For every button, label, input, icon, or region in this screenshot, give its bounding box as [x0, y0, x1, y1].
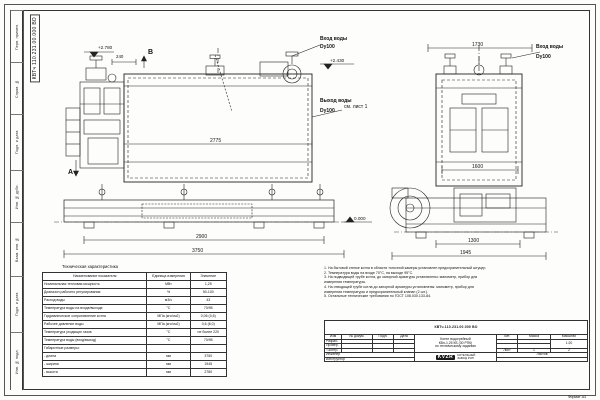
- spec-cell: 2780: [190, 369, 226, 377]
- spec-header-2: Значение: [190, 273, 226, 281]
- margin-cell-0: Перв. примен.: [11, 10, 23, 62]
- col-header-doc: № докум.: [342, 335, 373, 340]
- sheets-label: Листов: [497, 353, 588, 358]
- drawing-area: [24, 12, 588, 388]
- drawing-designation: КВТч.110.231.00.000 ВО: [325, 321, 588, 335]
- note-4b: измерения температуры и предохранительный клапан (2 шт.).: [324, 289, 428, 294]
- engineer-label: Инженер: [326, 352, 341, 357]
- spec-cell: 50-100: [190, 289, 226, 297]
- sheets-value: 2: [551, 348, 588, 353]
- spec-cell: °С: [147, 329, 190, 337]
- company-line-1: КОТЕЛЬНЫЙ: [457, 353, 476, 358]
- title-block-designation-row: [325, 321, 588, 335]
- spec-cell: %: [147, 289, 190, 297]
- elev-zero-label: 0.000: [354, 216, 366, 221]
- product-name-cell: [415, 335, 497, 353]
- spec-cell: МПа (кгс/см2): [147, 313, 190, 321]
- note-3: 3. На подводящей трубе котла, до запорной арматуры установлены: манометр, прибор для: [324, 275, 478, 280]
- spec-header-1: Единица измерения: [147, 273, 190, 281]
- margin-cell-5: Подп. и дата: [11, 276, 23, 332]
- product-name-line-2: КВн-1,25 КБ (30 РПК): [438, 340, 473, 345]
- spec-cell: 70/95: [190, 337, 226, 345]
- role-prover: Провер.: [325, 344, 342, 349]
- col-header-sign: Подп.: [373, 335, 394, 340]
- note-1: 1. На бытовой стенке котла в области топочной камеры установлен предохранительный штуцер.: [324, 266, 487, 270]
- lit-label: Лит.: [497, 335, 518, 340]
- spec-cell: [190, 345, 226, 353]
- constructor-label: конструктор: [326, 356, 345, 361]
- note-5: 5. Остальные технические требования по ГОСТ 108.030.133-84.: [324, 294, 432, 299]
- table-row: [43, 281, 227, 289]
- constructor-role-cell: [325, 357, 415, 362]
- spec-cell: °С: [147, 305, 190, 313]
- spec-cell: Номинальная тепловая мощность: [43, 281, 147, 289]
- spec-cell: - высота: [43, 369, 147, 377]
- scale-label: Масштаб: [551, 335, 588, 340]
- dim-right-b2-label: 1945: [460, 250, 472, 256]
- dim-total-label: 3750: [192, 248, 204, 254]
- table-row: [43, 337, 227, 345]
- spec-cell: °С: [147, 337, 190, 345]
- spec-cell: не более 220: [190, 329, 226, 337]
- callout-outlet-line1: Выход воды: [320, 98, 352, 104]
- elev-mid-label: +2.430: [330, 58, 345, 63]
- col-header-date: Дата: [394, 335, 415, 340]
- spec-cell: 0,06 (0,6): [190, 313, 226, 321]
- role-razrab: Разраб.: [325, 339, 342, 344]
- note-3b: измерения температуры.: [324, 280, 367, 285]
- company-badge: KVZR: [437, 353, 454, 360]
- table-row: [43, 313, 227, 321]
- note-4: 4. На отводящей трубе котла до запорной арматуры установлены: манометр, прибор для: [324, 284, 474, 289]
- spec-cell: Расход воды: [43, 297, 147, 305]
- dim-small-label: 240: [116, 54, 124, 59]
- sheet-label: Лист: [497, 348, 518, 353]
- role-tkontr: Т.контр.: [325, 348, 342, 353]
- callout-outlet-line2: Dy100: [320, 108, 335, 114]
- sheet-format-label: Формат A3: [567, 395, 586, 399]
- table-row: [43, 361, 227, 369]
- section-mark-b: В: [148, 49, 154, 56]
- table-row: [43, 353, 227, 361]
- spec-cell: Температура воды (вход/выход): [43, 337, 147, 345]
- technical-notes: [324, 266, 486, 299]
- mass-label: Масса: [518, 335, 551, 340]
- spec-cell: МПа (кгс/см2): [147, 321, 190, 329]
- spec-cell: 3750: [190, 353, 226, 361]
- scale-value: 1:20: [551, 339, 588, 348]
- spec-cell: Габаритные размеры:: [43, 345, 147, 353]
- spec-table-title: Техническая характеристика: [62, 264, 118, 269]
- see-sheet-note: см. лист 1: [344, 104, 368, 110]
- spec-cell: Температура воды на входе/выходе: [43, 305, 147, 313]
- sheet-designation-vertical: КВТч 110.231.00.000 ВО: [30, 14, 40, 82]
- spec-cell: 43: [190, 297, 226, 305]
- table-row: [43, 329, 227, 337]
- spec-cell: [147, 345, 190, 353]
- table-row: [43, 297, 227, 305]
- margin-cell-4: Взам. инв. №: [11, 222, 23, 276]
- elev-top-label: +2.780: [98, 45, 113, 50]
- note-2: 2. Температура воды на входе 70°С, на выходе 95°С.: [324, 270, 414, 275]
- col-header-izm: Изм: [325, 335, 342, 340]
- spec-header-0: Наименование показателя: [43, 273, 147, 281]
- callout-inlet-top-line1: Вход воды: [320, 36, 348, 42]
- product-name-line-1: Котел водогрейный: [440, 337, 471, 342]
- company-logo-cell: [415, 353, 497, 362]
- spec-cell: м3/ч: [147, 297, 190, 305]
- spec-cell: МВт: [147, 281, 190, 289]
- table-row: [43, 305, 227, 313]
- margin-cell-1: Справ. №: [11, 62, 23, 114]
- left-margin-column: [10, 10, 24, 390]
- margin-cell-3: Инв. № дубл.: [11, 170, 23, 222]
- spec-cell: 1945: [190, 361, 226, 369]
- spec-cell: 1,25: [190, 281, 226, 289]
- title-block: [324, 320, 588, 362]
- callout-inlet-right-line1: Вход воды: [536, 44, 564, 50]
- spec-cell: - ширина: [43, 361, 147, 369]
- spec-cell: Диапазон рабочего регулирования: [43, 289, 147, 297]
- dim-right-mid-label: 1600: [472, 164, 484, 170]
- dim-mid-label: 2900: [196, 234, 208, 240]
- spec-cell: Гидравлическое сопротивление котла: [43, 313, 147, 321]
- spec-cell: мм: [147, 353, 190, 361]
- spec-cell: 0,6 (6,0): [190, 321, 226, 329]
- dim-inner-label: 2775: [210, 138, 222, 144]
- spec-cell: Температура уходящих газов: [43, 329, 147, 337]
- spec-cell: мм: [147, 361, 190, 369]
- spec-cell: 70/95: [190, 305, 226, 313]
- table-row: [43, 369, 227, 377]
- spec-table-header-row: [43, 273, 227, 281]
- sheet-value: 1: [518, 348, 551, 353]
- spec-table: [42, 272, 227, 377]
- section-mark-a: А: [68, 169, 74, 176]
- callout-inlet-right-line2: Dy100: [536, 54, 551, 60]
- callout-inlet-top-line2: Dy100: [320, 44, 335, 50]
- spec-cell: мм: [147, 369, 190, 377]
- table-row: [43, 345, 227, 353]
- table-row: [43, 289, 227, 297]
- spec-cell: Рабочее давление воды: [43, 321, 147, 329]
- dim-right-top-label: 1730: [472, 42, 484, 48]
- product-name-line-3: по техническому заданию: [435, 344, 476, 349]
- margin-cell-2: Подп. и дата: [11, 114, 23, 170]
- spec-cell: - длина: [43, 353, 147, 361]
- dim-right-b1-label: 1300: [468, 238, 480, 244]
- margin-cell-6: Инв. № подл.: [11, 332, 23, 390]
- table-row: [43, 321, 227, 329]
- company-logo: [416, 354, 495, 360]
- cell-empty-tail: [497, 357, 588, 362]
- company-line-2: ЗАВОД РЭП: [457, 356, 474, 361]
- company-text: [457, 354, 475, 360]
